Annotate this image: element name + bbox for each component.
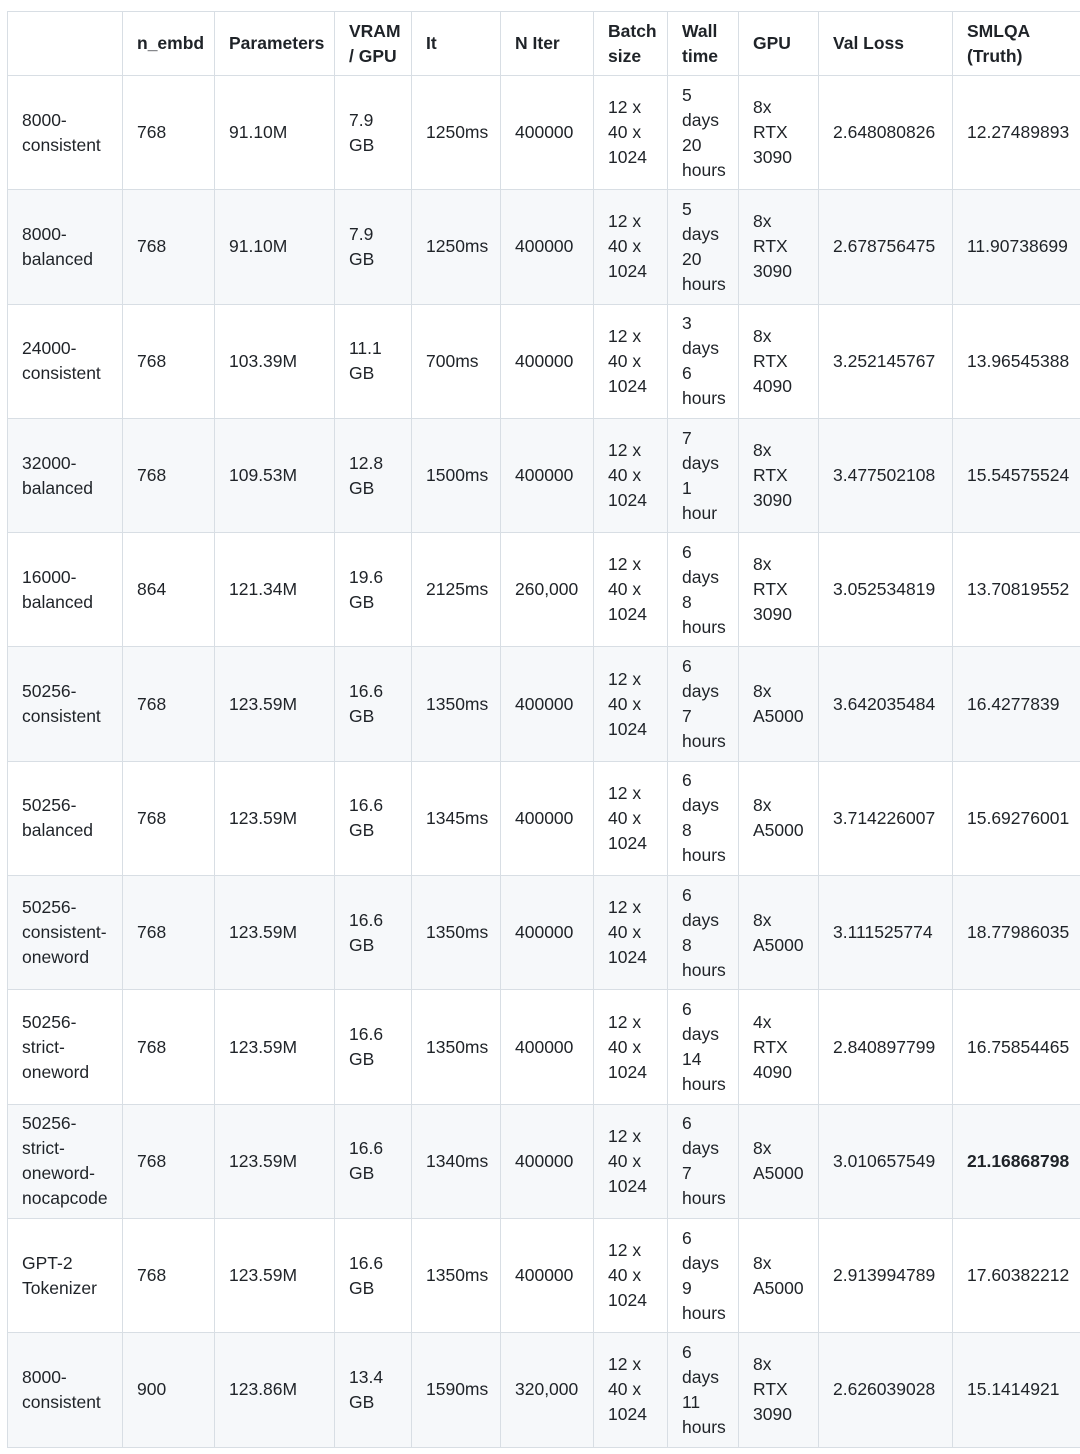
table-cell: 8x A5000 (739, 876, 819, 990)
table-cell: 1500ms (412, 418, 501, 532)
table-cell: 123.59M (215, 876, 335, 990)
table-cell: 91.10M (215, 76, 335, 190)
row-label: 16000-balanced (8, 533, 123, 647)
table-cell: 12 x 40 x 1024 (594, 647, 668, 761)
column-header: Wall time (668, 12, 739, 76)
table-cell: 400000 (501, 1104, 594, 1218)
table-row (8, 990, 1080, 1104)
table-row (8, 761, 1080, 875)
table-cell: 1350ms (412, 990, 501, 1104)
table-cell: 4x RTX 4090 (739, 990, 819, 1104)
table-cell: 5 days 20 hours (668, 76, 739, 190)
table-cell: 6 days 11 hours (668, 1333, 739, 1447)
table-cell: 16.6 GB (335, 990, 412, 1104)
table-cell: 16.4277839 (953, 647, 1080, 761)
row-label: 24000-consistent (8, 304, 123, 418)
table-cell: 400000 (501, 304, 594, 418)
table-cell: 11.90738699 (953, 190, 1080, 304)
row-label: 50256-balanced (8, 761, 123, 875)
table-cell: 15.1414921 (953, 1333, 1080, 1447)
table-cell: 12 x 40 x 1024 (594, 190, 668, 304)
table-cell: 13.4 GB (335, 1333, 412, 1447)
row-label: 8000-consistent (8, 76, 123, 190)
table-cell: 1350ms (412, 647, 501, 761)
table-cell: 1350ms (412, 1218, 501, 1332)
table-cell: 11.1 GB (335, 304, 412, 418)
table-cell: 768 (123, 990, 215, 1104)
table-cell: 123.59M (215, 761, 335, 875)
table-cell: 5 days 20 hours (668, 190, 739, 304)
table-cell: 400000 (501, 76, 594, 190)
table-cell: 18.77986035 (953, 876, 1080, 990)
table-cell: 400000 (501, 190, 594, 304)
table-cell: 768 (123, 190, 215, 304)
row-label: 50256-consistent (8, 647, 123, 761)
table-row (8, 876, 1080, 990)
table-cell: 12 x 40 x 1024 (594, 876, 668, 990)
results-table (7, 11, 1080, 1448)
table-cell: 2.840897799 (819, 990, 953, 1104)
row-label: 32000-balanced (8, 418, 123, 532)
table-cell: 15.69276001 (953, 761, 1080, 875)
row-label: GPT-2 Tokenizer (8, 1218, 123, 1332)
table-cell: 12 x 40 x 1024 (594, 418, 668, 532)
table-cell: 8x RTX 3090 (739, 1333, 819, 1447)
table-cell: 768 (123, 418, 215, 532)
table-cell: 768 (123, 76, 215, 190)
table-cell: 400000 (501, 647, 594, 761)
table-cell: 1345ms (412, 761, 501, 875)
header-row (8, 12, 1080, 76)
table-body (8, 76, 1080, 1448)
table-cell: 13.70819552 (953, 533, 1080, 647)
table-cell: 16.6 GB (335, 1104, 412, 1218)
table-cell: 400000 (501, 990, 594, 1104)
table-cell: 2125ms (412, 533, 501, 647)
column-header: N Iter (501, 12, 594, 76)
table-cell: 12.27489893 (953, 76, 1080, 190)
table-cell: 6 days 7 hours (668, 1104, 739, 1218)
table-cell: 12 x 40 x 1024 (594, 761, 668, 875)
column-header: Batch size (594, 12, 668, 76)
table-cell: 768 (123, 304, 215, 418)
table-cell: 121.34M (215, 533, 335, 647)
row-label: 50256-strict-oneword (8, 990, 123, 1104)
table-row (8, 1218, 1080, 1332)
table-cell: 6 days 8 hours (668, 876, 739, 990)
table-cell: 2.648080826 (819, 76, 953, 190)
table-cell: 3.642035484 (819, 647, 953, 761)
table-cell: 400000 (501, 1218, 594, 1332)
table-cell: 7.9 GB (335, 190, 412, 304)
table-cell: 2.626039028 (819, 1333, 953, 1447)
table-cell: 123.59M (215, 1104, 335, 1218)
table-cell: 6 days 8 hours (668, 761, 739, 875)
table-row (8, 533, 1080, 647)
row-label: 8000-consistent (8, 1333, 123, 1447)
column-header: GPU (739, 12, 819, 76)
table-cell: 123.59M (215, 990, 335, 1104)
table-cell: 8x A5000 (739, 761, 819, 875)
table-cell: 8x RTX 3090 (739, 76, 819, 190)
table-cell: 1250ms (412, 190, 501, 304)
table-cell: 15.54575524 (953, 418, 1080, 532)
table-cell: 768 (123, 761, 215, 875)
table-cell: 12 x 40 x 1024 (594, 304, 668, 418)
table-cell: 8x RTX 3090 (739, 533, 819, 647)
table-cell: 12 x 40 x 1024 (594, 1104, 668, 1218)
table-cell: 864 (123, 533, 215, 647)
table-cell: 400000 (501, 761, 594, 875)
table-cell: 3.111525774 (819, 876, 953, 990)
table-cell: 6 days 7 hours (668, 647, 739, 761)
table-cell: 768 (123, 1104, 215, 1218)
table-cell: 123.59M (215, 647, 335, 761)
table-cell: 700ms (412, 304, 501, 418)
table-cell: 12 x 40 x 1024 (594, 76, 668, 190)
table-cell: 109.53M (215, 418, 335, 532)
table-row (8, 76, 1080, 190)
table-cell: 8x RTX 4090 (739, 304, 819, 418)
table-row (8, 304, 1080, 418)
table-cell: 12 x 40 x 1024 (594, 533, 668, 647)
row-label: 50256-consistent-oneword (8, 876, 123, 990)
table-cell: 12.8 GB (335, 418, 412, 532)
table-cell: 768 (123, 647, 215, 761)
column-header: VRAM / GPU (335, 12, 412, 76)
column-header: Val Loss (819, 12, 953, 76)
table-cell: 8x A5000 (739, 1104, 819, 1218)
row-label: 50256-strict-oneword-nocapcode (8, 1104, 123, 1218)
table-cell: 3.010657549 (819, 1104, 953, 1218)
table-cell: 1590ms (412, 1333, 501, 1447)
table-row (8, 1333, 1080, 1447)
table-row (8, 647, 1080, 761)
column-header: It (412, 12, 501, 76)
table-cell: 768 (123, 1218, 215, 1332)
table-cell: 2.678756475 (819, 190, 953, 304)
table-cell: 768 (123, 876, 215, 990)
table-cell: 3.252145767 (819, 304, 953, 418)
table-cell: 19.6 GB (335, 533, 412, 647)
table-header (8, 12, 1080, 76)
table-cell: 900 (123, 1333, 215, 1447)
table-cell: 8x RTX 3090 (739, 190, 819, 304)
table-cell: 123.59M (215, 1218, 335, 1332)
table-cell: 13.96545388 (953, 304, 1080, 418)
table-cell: 1250ms (412, 76, 501, 190)
table-cell: 21.16868798 (953, 1104, 1080, 1218)
table-cell: 7.9 GB (335, 76, 412, 190)
table-cell: 3.477502108 (819, 418, 953, 532)
table-cell: 3 days 6 hours (668, 304, 739, 418)
table-row (8, 1104, 1080, 1218)
table-cell: 400000 (501, 418, 594, 532)
column-header: SMLQA (Truth) (953, 12, 1080, 76)
column-header: n_embd (123, 12, 215, 76)
table-cell: 8x RTX 3090 (739, 418, 819, 532)
table-cell: 12 x 40 x 1024 (594, 1333, 668, 1447)
table-cell: 320,000 (501, 1333, 594, 1447)
row-label: 8000-balanced (8, 190, 123, 304)
table-cell: 260,000 (501, 533, 594, 647)
table-cell: 16.6 GB (335, 761, 412, 875)
table-cell: 1340ms (412, 1104, 501, 1218)
table-cell: 6 days 8 hours (668, 533, 739, 647)
table-row (8, 418, 1080, 532)
table-row (8, 190, 1080, 304)
table-cell: 16.6 GB (335, 647, 412, 761)
table-cell: 8x A5000 (739, 1218, 819, 1332)
table-cell: 1350ms (412, 876, 501, 990)
table-cell: 3.714226007 (819, 761, 953, 875)
results-table-container (7, 11, 1080, 1448)
table-cell: 8x A5000 (739, 647, 819, 761)
table-cell: 16.6 GB (335, 876, 412, 990)
table-cell: 3.052534819 (819, 533, 953, 647)
table-cell: 123.86M (215, 1333, 335, 1447)
table-cell: 17.60382212 (953, 1218, 1080, 1332)
table-cell: 16.6 GB (335, 1218, 412, 1332)
table-cell: 12 x 40 x 1024 (594, 990, 668, 1104)
table-cell: 400000 (501, 876, 594, 990)
column-header (8, 12, 123, 76)
table-cell: 6 days 14 hours (668, 990, 739, 1104)
table-cell: 2.913994789 (819, 1218, 953, 1332)
table-cell: 16.75854465 (953, 990, 1080, 1104)
column-header: Parameters (215, 12, 335, 76)
table-cell: 91.10M (215, 190, 335, 304)
table-cell: 6 days 9 hours (668, 1218, 739, 1332)
table-cell: 7 days 1 hour (668, 418, 739, 532)
table-cell: 103.39M (215, 304, 335, 418)
table-cell: 12 x 40 x 1024 (594, 1218, 668, 1332)
